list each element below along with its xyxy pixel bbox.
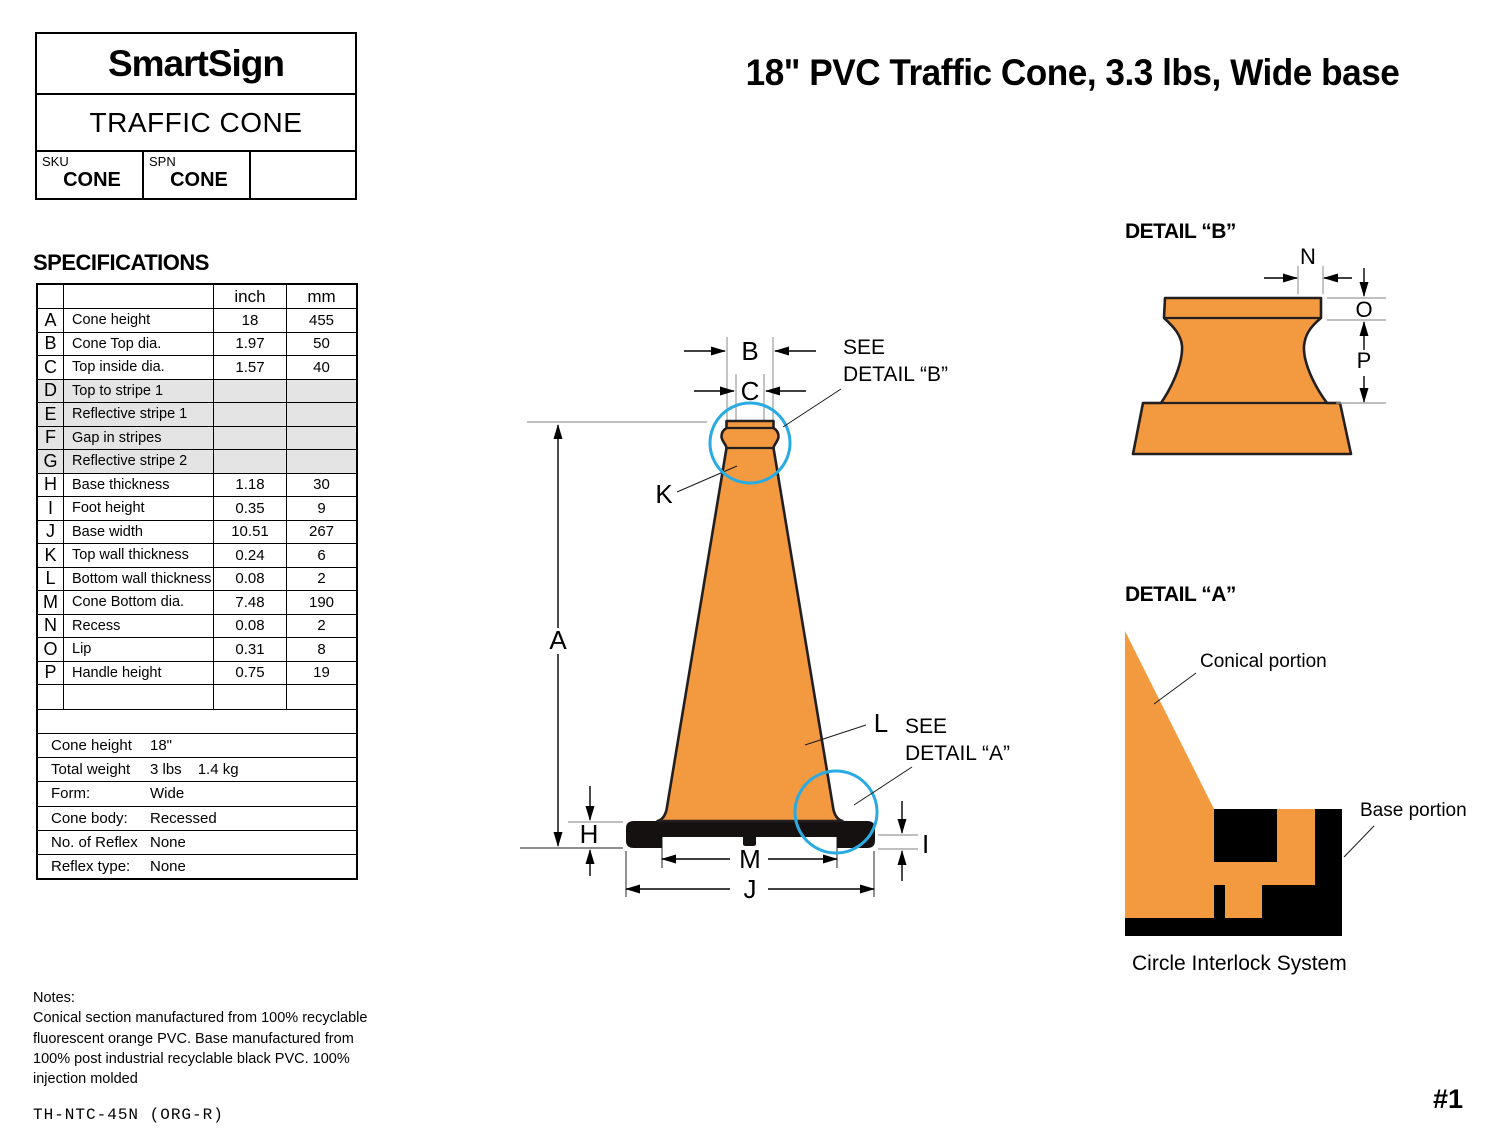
summary-label: Cone body: [51,809,128,827]
leader-line-detail-b [783,389,841,427]
see-detail-b-line1: SEE [843,336,886,359]
row-inch: 0.08 [214,615,287,638]
dimension-label-n: N [1300,244,1316,269]
summary-label: Total weight [51,761,131,779]
notes-line: 100% post industrial recyclable black PVC. 100% [33,1050,350,1067]
row-key: F [38,427,64,450]
row-key: H [38,474,64,497]
dimension-label-l: L [873,708,889,738]
dimension-label-j: J [743,874,757,904]
summary-value: None [150,857,186,875]
row-mm: 9 [287,497,356,520]
row-key: E [38,403,64,426]
row-inch: 1.18 [214,474,287,497]
row-mm: 30 [287,474,356,497]
row-name: Handle height [64,662,214,685]
row-inch: 0.75 [214,662,287,685]
row-inch: 0.08 [214,568,287,591]
detail-a-figure [1125,631,1467,975]
detail-b-title: DETAIL “B” [1125,220,1236,243]
spec-header-inch: inch [214,285,287,308]
dimension-label-b: B [741,336,759,366]
row-name: Top inside dia. [64,356,214,379]
detail-b-cone-top-shape [1133,298,1351,454]
spn-value: CONE [170,169,228,191]
page-number: #1 [1433,1084,1464,1114]
row-inch: 0.24 [214,544,287,567]
row-key: C [38,356,64,379]
row-mm: 19 [287,662,356,685]
row-inch: 7.48 [214,591,287,614]
summary-value: Wide [150,785,185,803]
dimension-label-a: A [549,625,567,655]
row-name: Gap in stripes [64,427,214,450]
detail-b-figure [1133,244,1386,454]
summary-value2: 1.4 kg [197,761,239,779]
row-name: Reflective stripe 2 [64,450,214,473]
row-key: B [38,333,64,356]
base-portion-label: Base portion [1360,800,1467,821]
conical-portion-label: Conical portion [1200,651,1327,672]
dimension-label-i: I [922,829,930,859]
dimension-label-h: H [579,819,599,849]
notes-line: Conical section manufactured from 100% recyclable [33,1010,368,1027]
specifications-heading: SPECIFICATIONS [33,250,209,275]
detail-a-title: DETAIL “A” [1125,583,1236,606]
main-cone-figure [520,336,1010,904]
row-key: K [38,544,64,567]
row-key: O [38,638,64,661]
see-detail-a-line1: SEE [905,715,948,738]
row-mm: 267 [287,521,356,544]
summary-label: Cone height [51,737,132,755]
leader-line-base [1344,826,1374,857]
sku-value: CONE [63,169,121,191]
row-mm: 455 [287,309,356,332]
dimension-label-m: M [739,844,761,874]
row-name: Cone Bottom dia. [64,591,214,614]
row-inch: 18 [214,309,287,332]
row-name: Base width [64,521,214,544]
summary-value: 18" [150,737,173,755]
row-inch: 10.51 [214,521,287,544]
row-name: Cone height [64,309,214,332]
notes-heading: Notes: [33,990,75,1006]
row-mm: 190 [287,591,356,614]
row-inch: 1.57 [214,356,287,379]
row-mm: 8 [287,638,356,661]
row-mm: 2 [287,568,356,591]
see-detail-a-line2: DETAIL “A” [905,742,1011,765]
dimension-label-k: K [655,479,673,509]
row-key: G [38,450,64,473]
spec-header-mm: mm [287,285,356,308]
row-key: A [38,309,64,332]
dimension-label-c: C [740,376,760,406]
row-inch: 1.97 [214,333,287,356]
leader-line-detail-a [854,767,912,805]
summary-value: Recessed [150,809,217,827]
row-inch: 0.35 [214,497,287,520]
dimension-label-p: P [1356,348,1372,373]
cone-body-shape [658,421,843,821]
spn-label: SPN [149,154,176,169]
row-name: Foot height [64,497,214,520]
row-name: Lip [64,638,214,661]
row-name: Top wall thickness [64,544,214,567]
row-name: Recess [64,615,214,638]
row-name: Reflective stripe 1 [64,403,214,426]
row-key: M [38,591,64,614]
brand-name: SmartSign [37,34,355,95]
row-key: P [38,662,64,685]
row-inch: 0.31 [214,638,287,661]
summary-label: No. of Reflex [51,833,138,851]
notes-line: fluorescent orange PVC. Base manufactured from [33,1030,354,1047]
row-key: I [38,497,64,520]
row-key: L [38,568,64,591]
interlock-caption: Circle Interlock System [1132,952,1347,975]
row-name: Cone Top dia. [64,333,214,356]
summary-label: Form: [51,785,91,803]
product-name: TRAFFIC CONE [37,95,355,152]
page-title: 18" PVC Traffic Cone, 3.3 lbs, Wide base [745,52,1400,93]
leader-line-conical [1154,673,1196,704]
summary-value: 3 lbs [150,761,182,779]
summary-value: None [150,833,186,851]
row-name: Bottom wall thickness [64,568,214,591]
notes-line: injection molded [33,1071,138,1088]
row-mm: 2 [287,615,356,638]
dimension-label-o: O [1355,297,1373,322]
row-key: D [38,380,64,403]
row-name: Top to stripe 1 [64,380,214,403]
row-mm: 50 [287,333,356,356]
row-mm: 40 [287,356,356,379]
row-key: N [38,615,64,638]
row-key: J [38,521,64,544]
row-mm: 6 [287,544,356,567]
detail-a-cone-shape [1125,631,1315,918]
row-name: Base thickness [64,474,214,497]
part-number: TH-NTC-45N (ORG-R) [33,1106,224,1124]
sku-label: SKU [42,154,69,169]
summary-label: Reflex type: [51,857,131,875]
see-detail-b-line2: DETAIL “B” [843,363,949,386]
